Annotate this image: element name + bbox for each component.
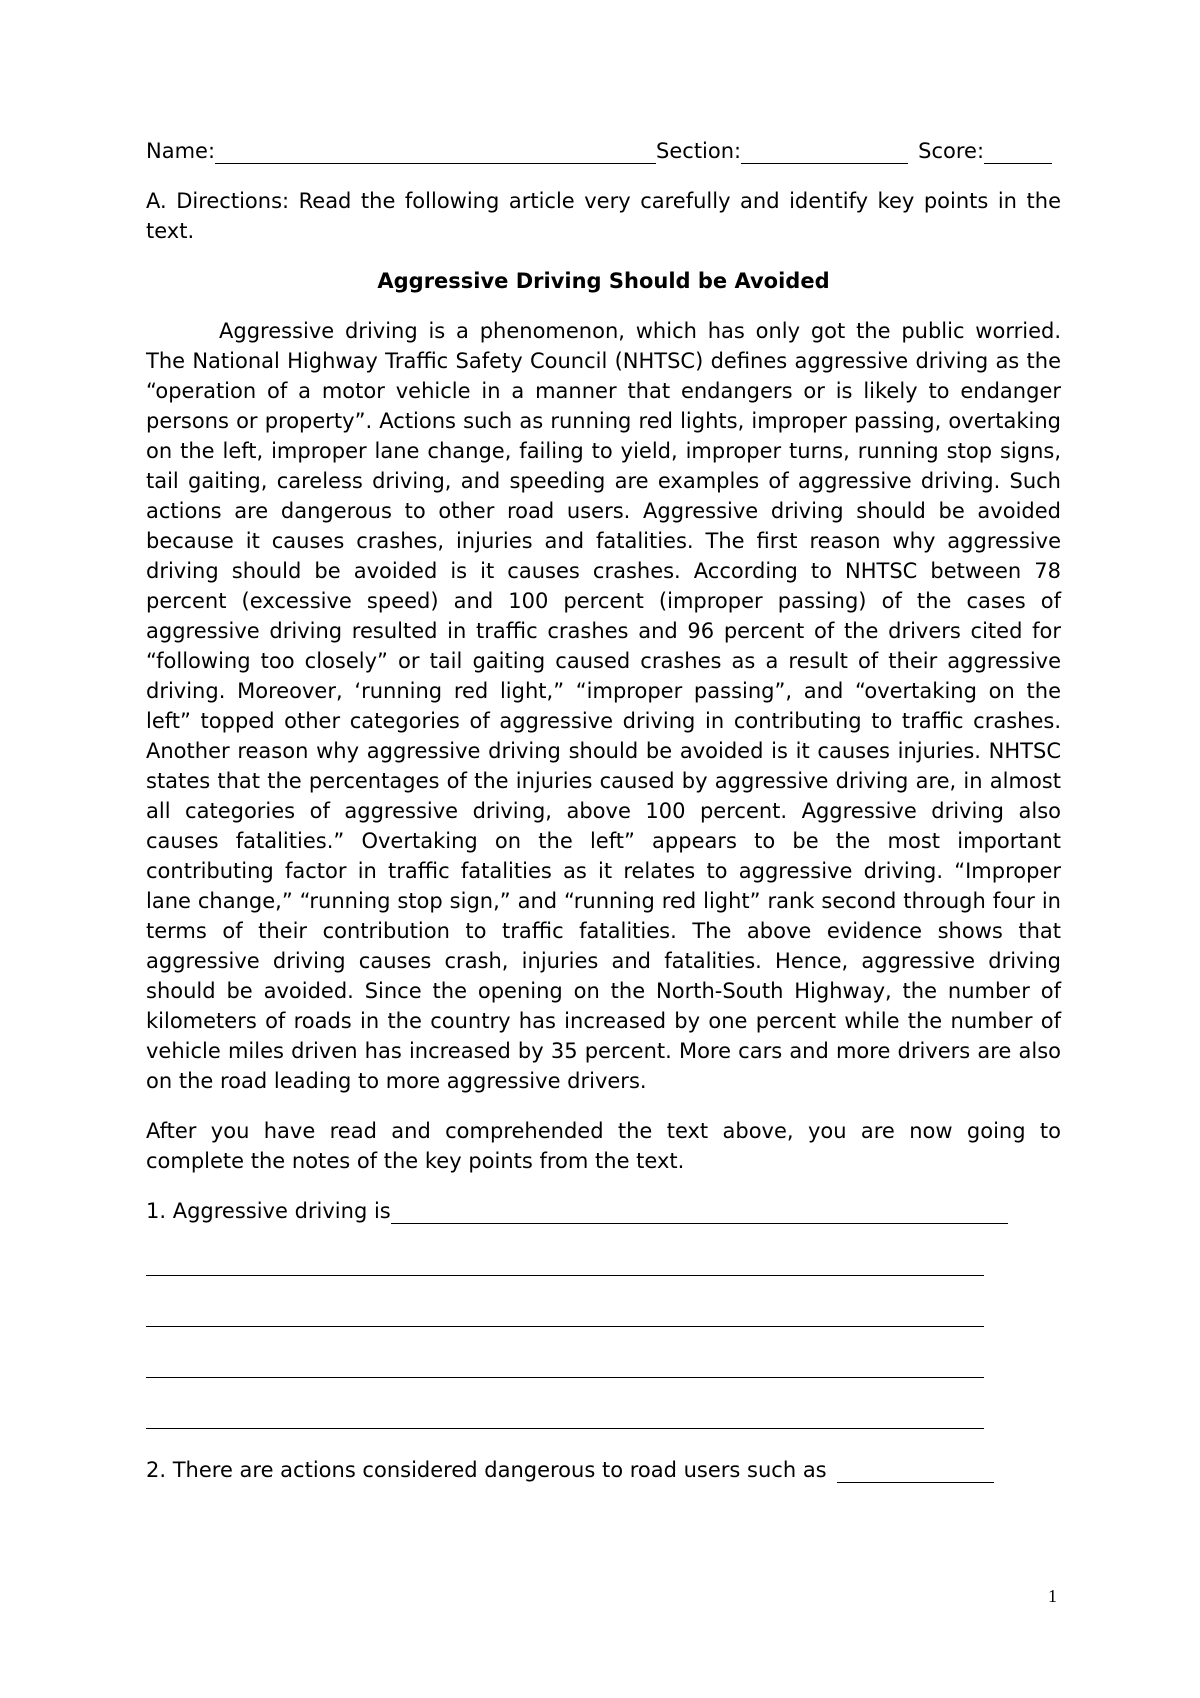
name-field[interactable] <box>215 141 656 164</box>
article-title: Aggressive Driving Should be Avoided <box>377 269 830 293</box>
answer-line-4[interactable] <box>146 1428 984 1429</box>
question-2-answer-field[interactable] <box>837 1460 994 1483</box>
page-number: 1 <box>1048 1586 1057 1606</box>
question-2 <box>146 1455 1061 1485</box>
section-field[interactable] <box>741 141 908 164</box>
header-fields <box>146 136 1061 166</box>
name-label: Name: <box>146 139 216 163</box>
question-1-prompt: 1. Aggressive driving is <box>146 1199 391 1223</box>
question-2-prompt: 2. There are actions considered dangerous to road users such as <box>146 1458 827 1482</box>
section-label: Section: <box>656 139 742 163</box>
score-label: Score: <box>918 139 985 163</box>
worksheet-page <box>146 136 1061 1485</box>
question-1 <box>146 1196 1061 1226</box>
article-body: Aggressive driving is a phenomenon, which has only got the public worried. The National Highway Traffic Safety Council (NHTSC) defines aggressive driving as the “operation of a motor vehicle in a manner that endangers or is likely to endanger persons or property”. Actions such as running red lights, improper passing, overtaking on the left, improper lane change, failing to yield, improper turns, running stop signs, tail gaiting, careless driving, and speeding are examples of aggressive driving. Such actions are dangerous to other road users. Aggressive driving should be avoided because it causes crashes, injuries and fatalities. The first reason why aggressive driving should be avoided is it causes crashes. According to NHTSC between 78 percent (excessive speed) and 100 percent (improper passing) of the cases of aggressive driving resulted in traffic crashes and 96 percent of the drivers cited for “following too closely” or tail gaiting caused crashes as a result of their aggressive driving. Moreover, ‘running red light,” “improper passing”, and “overtaking on the left” topped other categories of aggressive driving in contributing to traffic crashes. Another reason why aggressive driving should be avoided is it causes injuries. NHTSC states that the percentages of the injuries caused by aggressive driving are, in almost all categories of aggressive driving, above 100 percent. Aggressive driving also causes fatalities.” Overtaking on the left” appears to be the most important contributing factor in traffic fatalities as it relates to aggressive driving. “Improper lane change,” “running stop sign,” and “running red light” rank second through four in terms of their contribution to traffic fatalities. The above evidence shows that aggressive driving causes crash, injuries and fatalities. Hence, aggressive driving should be avoided. Since the opening on the North-South Highway, the number of kilometers of roads in the country has increased by one percent while the number of vehicle miles driven has increased by 35 percent. More cars and more drivers are also on the road leading to more aggressive drivers. <box>146 319 1061 1093</box>
score-field[interactable] <box>984 141 1052 164</box>
question-1-answer-field[interactable] <box>391 1201 1008 1224</box>
instructions-text: After you have read and comprehended the text above, you are now going to complete the notes of the key points from the text. <box>146 1119 1061 1173</box>
directions-text: A. Directions: Read the following article very carefully and identify key points in the text. <box>146 189 1061 243</box>
